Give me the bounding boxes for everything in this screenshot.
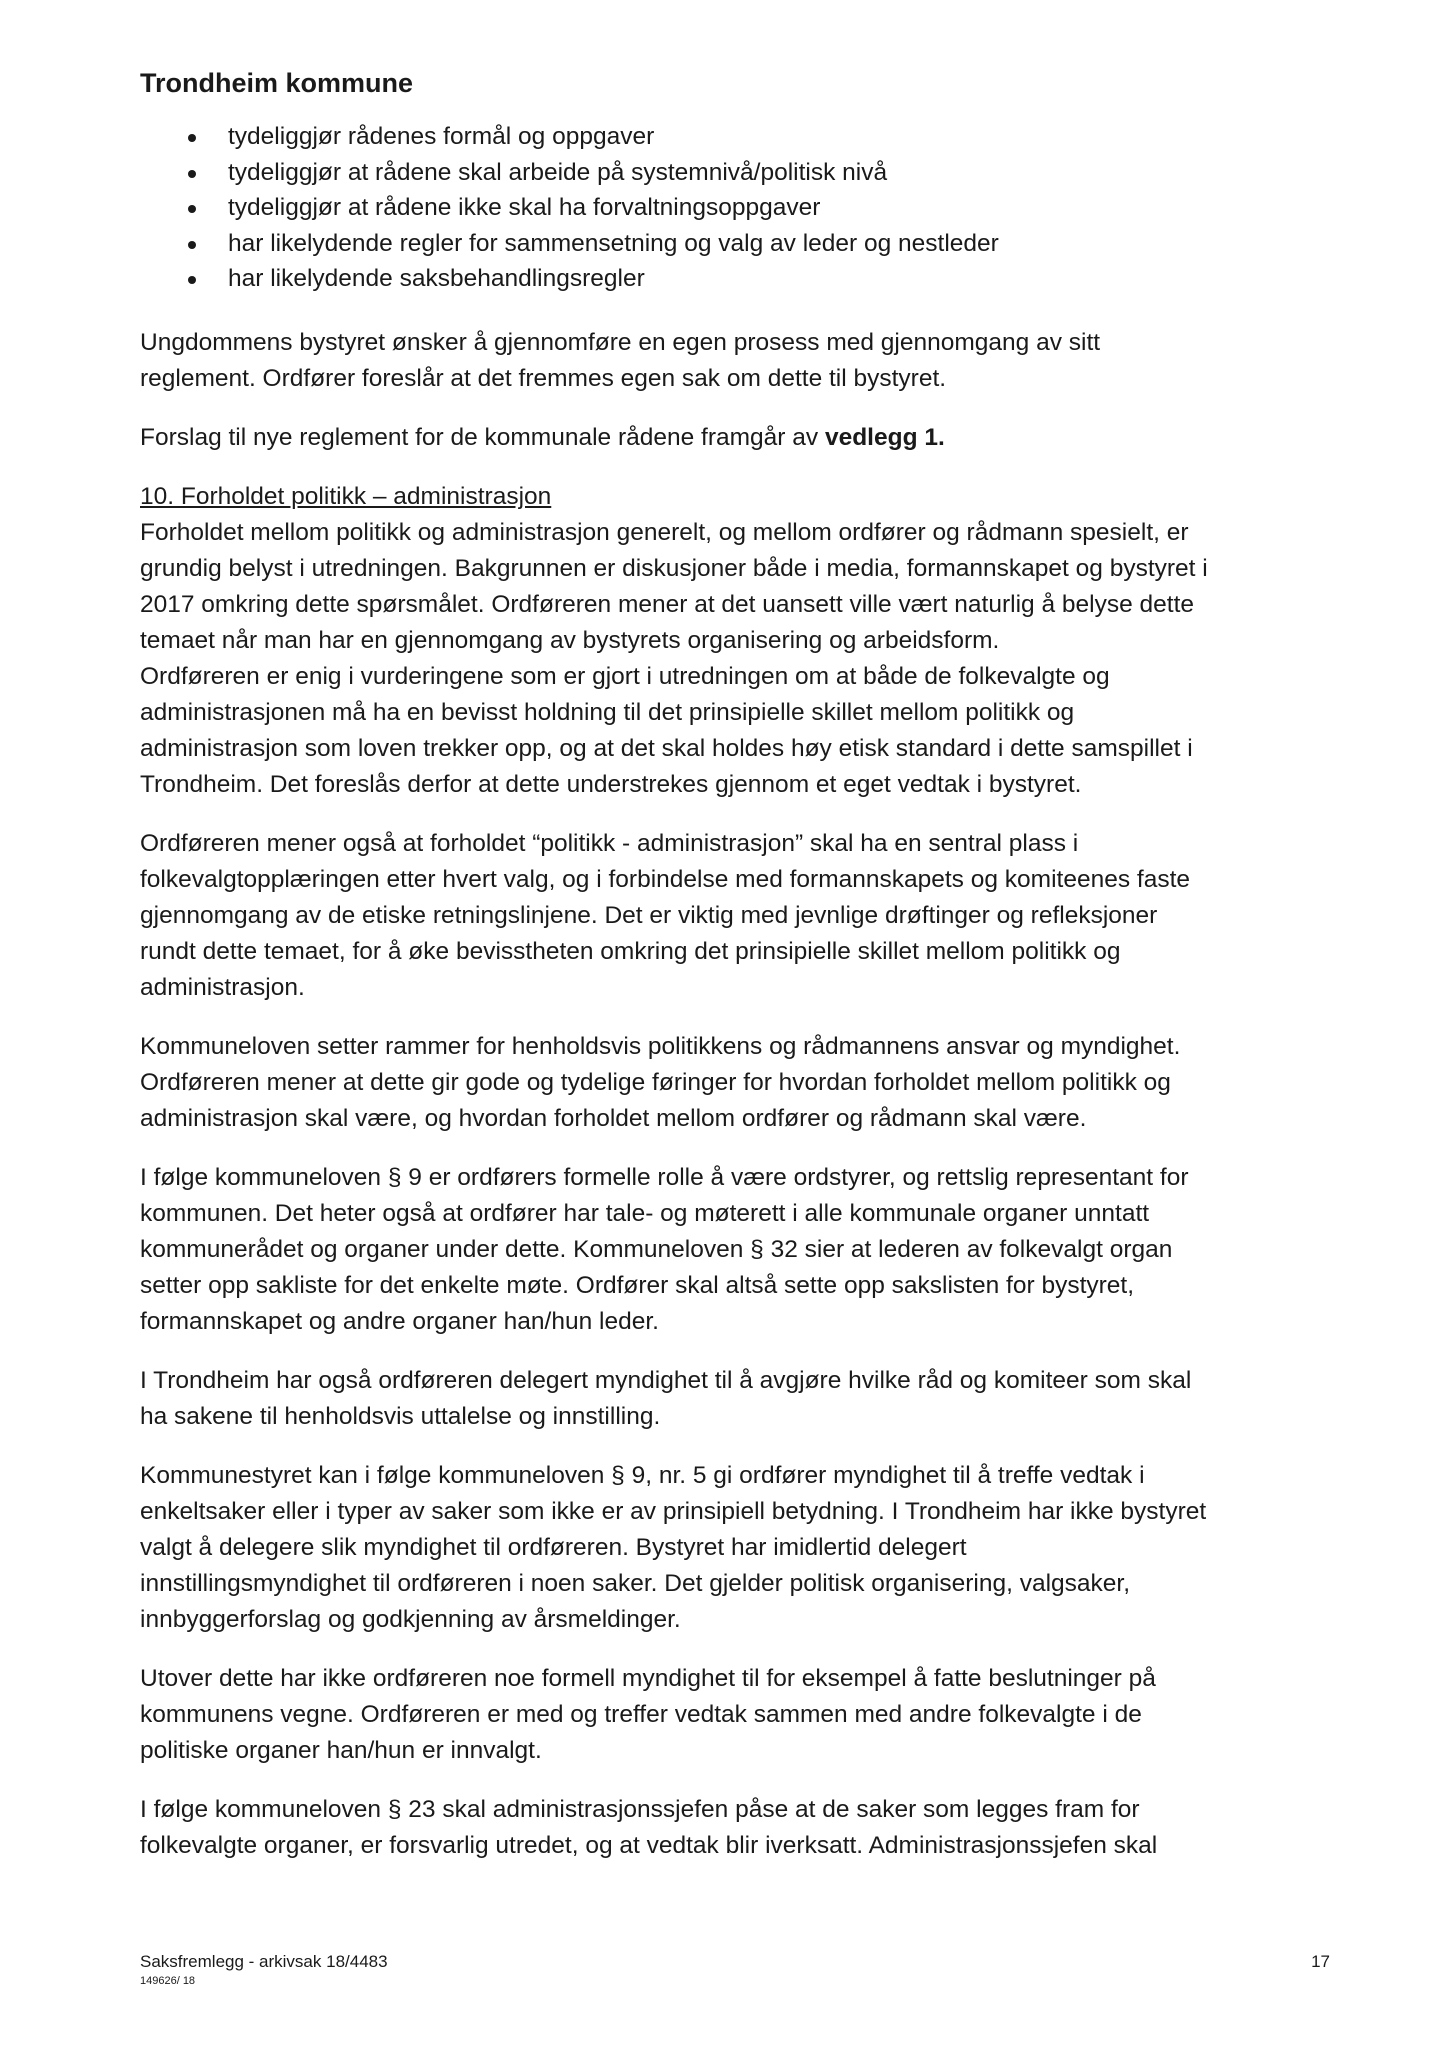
page-footer: [140, 1951, 1330, 1989]
document-header: Trondheim kommune: [140, 68, 414, 98]
section-politikk-administrasjon: 10. Forholdet politikk – administrasjon Forholdet mellom politikk og administrasjon generelt, og mellom ordfører og rådmann spesielt, er grundig belyst i utredningen. Bakgrunnen er diskusjoner både i media, formannskapet og bystyret i 2017 omkring dette spørsmålet. Ordføreren mener at det uansett ville vært naturlig å belyse dette temaet når man har en gjennomgang av bystyrets organisering og arbeidsform. Ordføreren er enig i vurderingene som er gjort i utredningen om at både de folkevalgte og administrasjonen må ha en bevisst holdning til det prinsipielle skillet mellom politikk og administrasjon som loven trekker opp, og at det skal holdes høy etisk standard i dette samspillet i Trondheim. Det foreslås derfor at dette understrekes gjennom et eget vedtak i bystyret.: [140, 479, 1330, 803]
vedlegg-reference: vedlegg 1.: [824, 423, 945, 451]
paragraph-ungdommens-bystyre: Ungdommens bystyret ønsker å gjennomføre en egen prosess med gjennomgang av sitt reglement. Ordfører foreslår at det fremmes egen sak om dette til bystyret.: [140, 328, 1101, 392]
list-item-text: tydeliggjør rådenes formål og oppgaver: [228, 123, 655, 150]
footer-case-reference: Saksfremlegg - arkivsak 18/4483: [140, 1952, 388, 1971]
paragraph-folkevalgtopplaering: Ordføreren mener også at forholdet “politikk - administrasjon” skal ha en sentral plass i folkevalgtopplæringen etter hvert valg, og i forbindelse med formannskapets og komiteenes faste gjennomgang av de etiske retningslinjene. Det er viktig med jevnlige drøftinger og refleksjoner rundt dette temaet, for å øke bevisstheten omkring det prinsipielle skillet mellom politikk og administrasjon.: [140, 829, 1191, 1001]
bullet-list: [140, 119, 1330, 297]
list-item-text: har likelydende regler for sammensetning og valg av leder og nestleder: [228, 229, 999, 257]
paragraph-vedlegg: Forslag til nye reglement for de kommunale rådene framgår av vedlegg 1.: [140, 423, 945, 451]
list-item: [140, 261, 1330, 297]
document-page: [140, 66, 1330, 1887]
section-title: 10. Forholdet politikk – administrasjon: [140, 482, 552, 510]
list-item: [140, 190, 1330, 226]
bullet-icon: [188, 205, 196, 213]
paragraph-ordforers-rolle: I følge kommuneloven § 9 er ordførers formelle rolle å være ordstyrer, og rettslig representant for kommunen. Det heter også at ordfører har tale- og møterett i alle kommunale organer unntatt kommunerådet og organer under dette. Kommuneloven § 32 sier at lederen av folkevalgt organ setter opp sakliste for det enkelte møte. Ordfører skal altså sette opp sakslisten for bystyret, formannskapet og andre organer han/hun leder.: [140, 1163, 1189, 1335]
paragraph-administrasjonssjefen: I følge kommuneloven § 23 skal administrasjonssjefen påse at de saker som legges fram for folkevalgte organer, er forsvarlig utredet, og at vedtak blir iverksatt. Administrasjonssjefen skal: [140, 1795, 1158, 1859]
bullet-icon: [188, 241, 196, 249]
footer-document-number: 149626/ 18: [140, 1975, 196, 1987]
bullet-icon: [188, 134, 196, 142]
bullet-icon: [188, 276, 196, 284]
paragraph-kommuneloven-rammer: Kommuneloven setter rammer for henholdsvis politikkens og rådmannens ansvar og myndighet. Ordføreren mener at dette gir gode og tydelige føringer for hvordan forholdet mellom politikk og administrasjon skal være, og hvordan forholdet mellom ordfører og rådmann skal være.: [140, 1032, 1181, 1132]
list-item-text: tydeliggjør at rådene ikke skal ha forvaltningsoppgaver: [228, 194, 821, 221]
list-item: [140, 119, 1330, 155]
paragraph-kommunestyret: Kommunestyret kan i følge kommuneloven § 9, nr. 5 gi ordfører myndighet til å treffe vedtak i enkeltsaker eller i typer av saker som ikke er av prinsipiell betydning. I Trondheim har ikke bystyret valgt å delegere slik myndighet til ordføreren. Bystyret har imidlertid delegert innstillingsmyndighet til ordføreren i noen saker. Det gjelder politisk organisering, valgsaker, innbyggerforslag og godkjenning av årsmeldinger.: [140, 1461, 1207, 1633]
paragraph-delegert-myndighet: I Trondheim har også ordføreren delegert myndighet til å avgjøre hvilke råd og komiteer som skal ha sakene til henholdsvis uttalelse og innstilling.: [140, 1366, 1192, 1430]
list-item-text: har likelydende saksbehandlingsregler: [228, 265, 645, 292]
page-number: 17: [1311, 1952, 1330, 1971]
bullet-icon: [188, 170, 196, 178]
list-item-text: tydeliggjør at rådene skal arbeide på systemnivå/politisk nivå: [228, 158, 888, 186]
list-item: [140, 155, 1330, 191]
paragraph-utover: Utover dette har ikke ordføreren noe formell myndighet til for eksempel å fatte beslutninger på kommunens vegne. Ordføreren er med og treffer vedtak sammen med andre folkevalgte i de politiske organer han/hun er innvalgt.: [140, 1664, 1156, 1764]
list-item: [140, 226, 1330, 262]
